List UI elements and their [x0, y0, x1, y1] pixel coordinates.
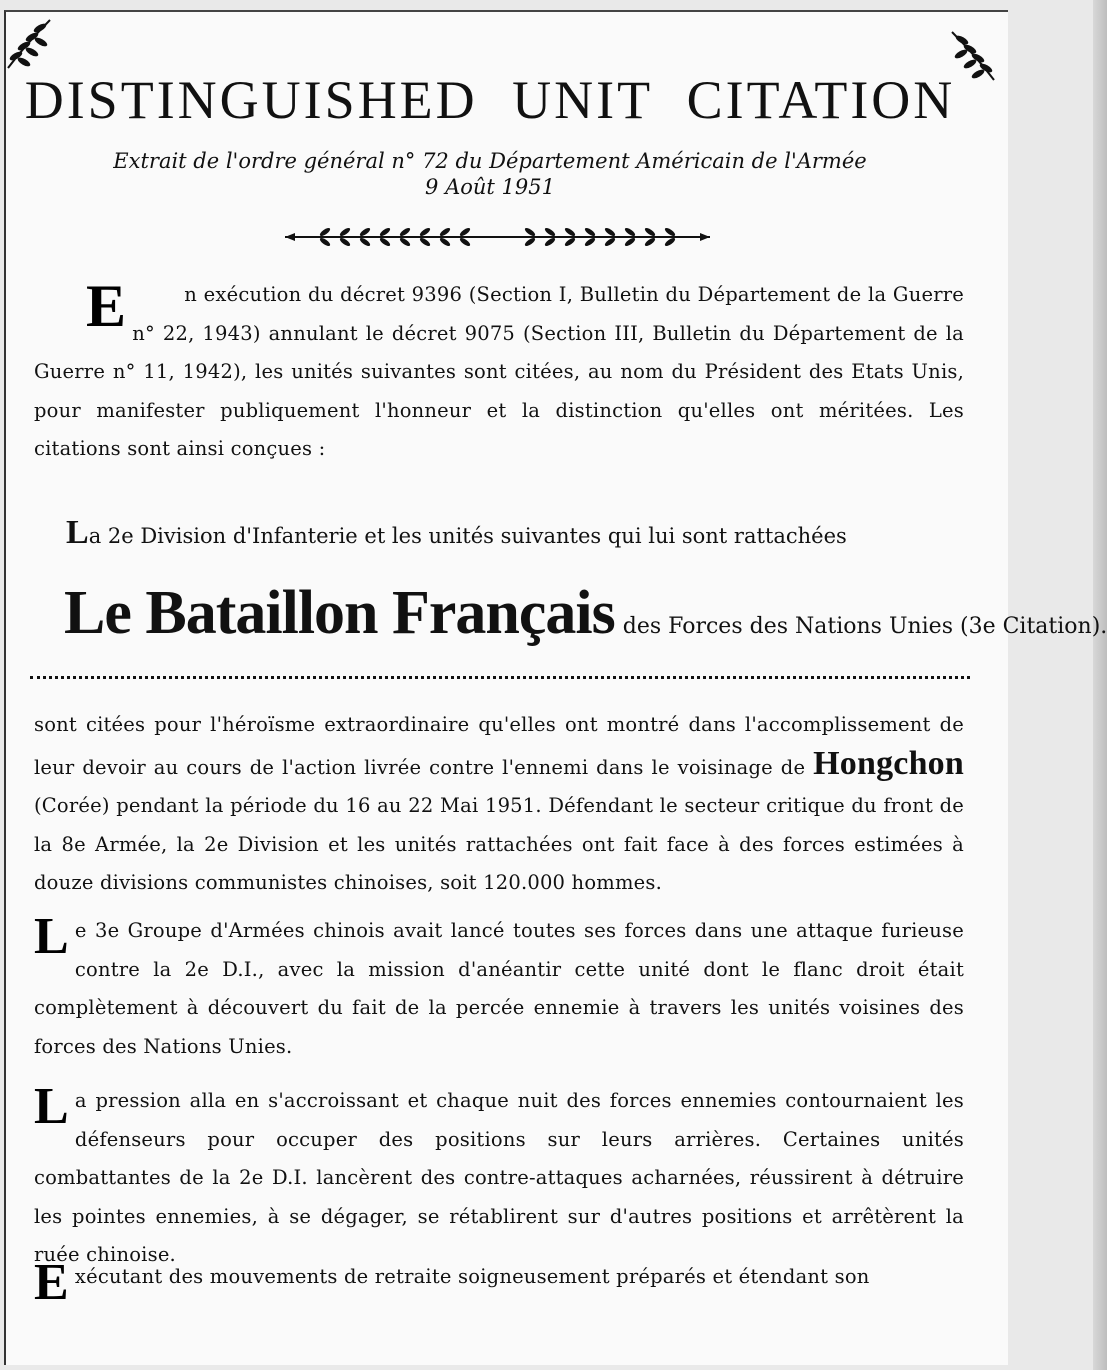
page-edge-shadow: [1093, 0, 1107, 1370]
unit-line-text: a 2e Division d'Infanterie et les unités suivantes qui lui sont rattachées: [88, 524, 847, 548]
paragraph-text: a pression alla en s'accroissant et chaque nuit des forces ennemies contournaient les défenseurs pour occuper des positions sur leurs arrières. Certaines unités combattantes de la 2e D.I. lancèrent des contre-attaques acharnées, réussirent à détruire les pointes ennemies, à se dégager, se rétablirent sur d'autres positions et arrêtèrent la ruée chinoise.: [34, 1089, 964, 1266]
document-date: 9 Août 1951: [425, 175, 555, 199]
drop-cap: L: [34, 908, 69, 965]
paragraph-heroism: [34, 706, 964, 903]
paragraph-text: (Corée) pendant la période du 16 au 22 Mai 1951. Défendant le secteur critique du front de la 8e Armée, la 2e Division et les unités rattachées ont fait face à des forces estimées à douze divisions communistes chinoises, soit 120.000 hommes.: [34, 794, 964, 894]
place-name: Hongchon: [813, 744, 964, 782]
laurel-sprig-icon: [2, 12, 58, 74]
battalion-detail: des Forces des Nations Unies (3e Citation).: [622, 614, 1107, 639]
paragraph-text: sont citées pour l'héroïsme extraordinaire qu'elles ont montré dans l'accomplissement de leur devoir au cours de l'action livrée contre l'ennemi dans le voisinage de: [34, 713, 964, 779]
paragraph-text: e 3e Groupe d'Armées chinois avait lancé toutes ses forces dans une attaque furieuse contre la 2e D.I., avec la mission d'anéantir cette unité dont le flanc droit était complètement à découvert du fait de la percée ennemie à travers les unités voisines des forces des Nations Unies.: [34, 919, 964, 1058]
battalion-heading: [64, 578, 1107, 649]
battalion-name: Le Bataillon Français: [64, 579, 615, 647]
drop-cap: E: [86, 273, 127, 339]
drop-cap: E: [34, 1254, 69, 1311]
paragraph-attack: [34, 908, 964, 1066]
ornamental-divider: [285, 225, 710, 249]
document-subtitle: Extrait de l'ordre général n° 72 du Département Américain de l'Armée: [113, 149, 867, 173]
paragraph-retreat: [34, 1254, 964, 1311]
dotted-separator: [30, 676, 970, 683]
paragraph-text: xécutant des mouvements de retraite soigneusement préparés et étendant son: [74, 1265, 870, 1288]
paragraph-decree: [34, 273, 964, 469]
drop-cap: L: [66, 514, 89, 551]
unit-line: [66, 514, 946, 552]
paragraph-text: n exécution du décret 9396 (Section I, Bulletin du Département de la Guerre n° 22, 1943) annulant le décret 9075 (Section III, Bulletin du Département de la Guerre n° 11, 1942), les unités suivantes sont citées, au nom du Président des Etats Unis, pour manifester publiquement l'honneur et la distinction qu'elles ont méritées. Les citations sont ainsi conçues :: [34, 283, 964, 460]
drop-cap: L: [34, 1078, 69, 1135]
paragraph-pressure: [34, 1078, 964, 1275]
document-title: DISTINGUISHED UNIT CITATION: [24, 70, 956, 130]
